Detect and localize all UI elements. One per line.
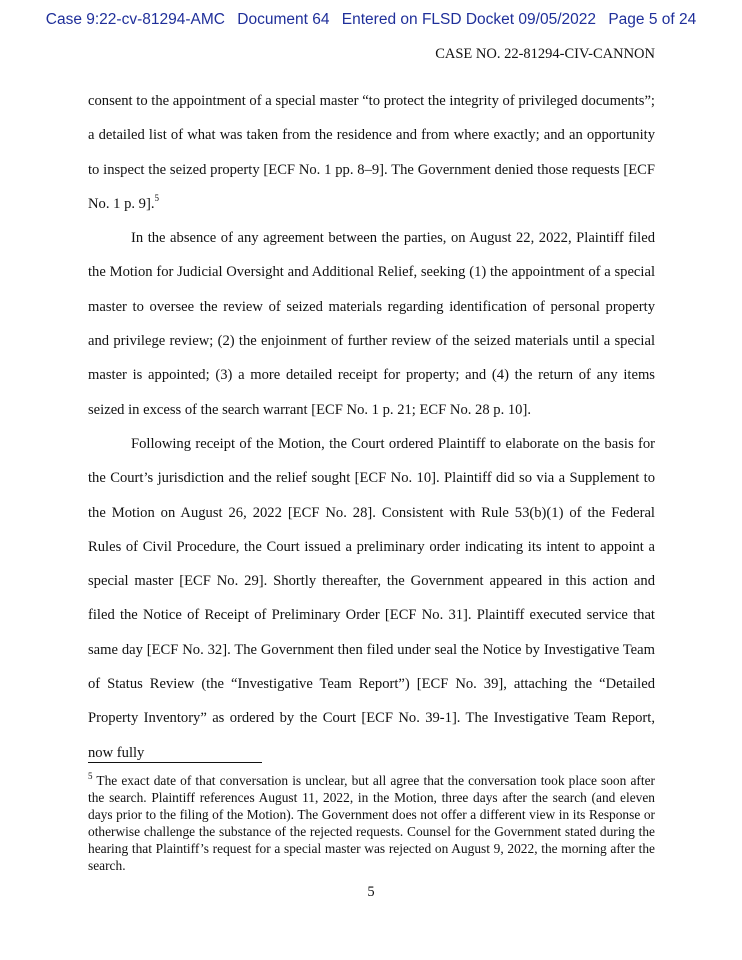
footnote-text: The exact date of that conversation is unclear, but all agree that the conversation took place soon after the search. Plaintiff references August 11, 2022, in the Motion, three days after the search (and eleven days prior to the filing of the Motion). The Government does not offer a different view in its Response or otherwise challenge the substance of the rejected requests. Counsel for the Government stated during the hearing that Plaintiff’s request for a special master was rejected on August 9, 2022, the morning after the search. xyxy=(88,773,655,873)
paragraph-2: In the absence of any agreement between the parties, on August 22, 2022, Plaintiff filed the Motion for Judicial Oversight and Additional Relief, seeking (1) the appointment of a special master to oversee the review of seized materials regarding identification of personal property and privilege review; (2) the enjoinment of further review of the seized materials until a special master is appointed; (3) a more detailed receipt for property; and (4) the return of any items seized in excess of the search warrant [ECF No. 1 p. 21; ECF No. 28 p. 10]. xyxy=(88,230,655,418)
footnote xyxy=(88,772,655,874)
paragraph-1 xyxy=(88,84,655,221)
document-body xyxy=(88,84,655,770)
footnote-divider xyxy=(88,762,262,763)
ecf-case-number: Case 9:22-cv-81294-AMC xyxy=(45,11,225,28)
ecf-document-number: Document 64 xyxy=(237,11,330,28)
ecf-entered-on-docket: Entered on FLSD Docket 09/05/2022 xyxy=(341,11,596,28)
case-number-heading: CASE NO. 22-81294-CIV-CANNON xyxy=(435,46,655,62)
paragraph-3: Following receipt of the Motion, the Court ordered Plaintiff to elaborate on the basis for the Court’s jurisdiction and the relief sought [ECF No. 10]. Plaintiff did so via a Supplement to the Motion on August 26, 2022 [ECF No. 28]. Consistent with Rule 53(b)(1) of the Federal Rules of Civil Procedure, the Court issued a preliminary order indicating its intent to appoint a special master [ECF No. 29]. Shortly thereafter, the Government appeared in this action and filed the Notice of Receipt of Preliminary Order [ECF No. 31]. Plaintiff executed service that same day [ECF No. 32]. The Government then filed under seal the Notice by Investigative Team of Status Review (the “Investigative Team Report”) [ECF No. 39], attaching the “Detailed Property Inventory” as ordered by the Court [ECF No. 39-1]. The Investigative Team Report, now fully xyxy=(88,435,655,761)
ecf-docket-header xyxy=(0,11,742,29)
ecf-page-indicator: Page 5 of 24 xyxy=(608,11,697,28)
footnote-marker: 5 xyxy=(88,770,93,781)
page-number: 5 xyxy=(367,884,375,900)
footnote-reference: 5 xyxy=(154,193,159,204)
paragraph-1-text: consent to the appointment of a special master “to protect the integrity of privileged documents”; a detailed list of what was taken from the residence and from where exactly; and an opportunity to inspect the seized property [ECF No. 1 pp. 8–9]. The Government denied those requests [ECF No. 1 p. 9]. xyxy=(88,93,655,212)
